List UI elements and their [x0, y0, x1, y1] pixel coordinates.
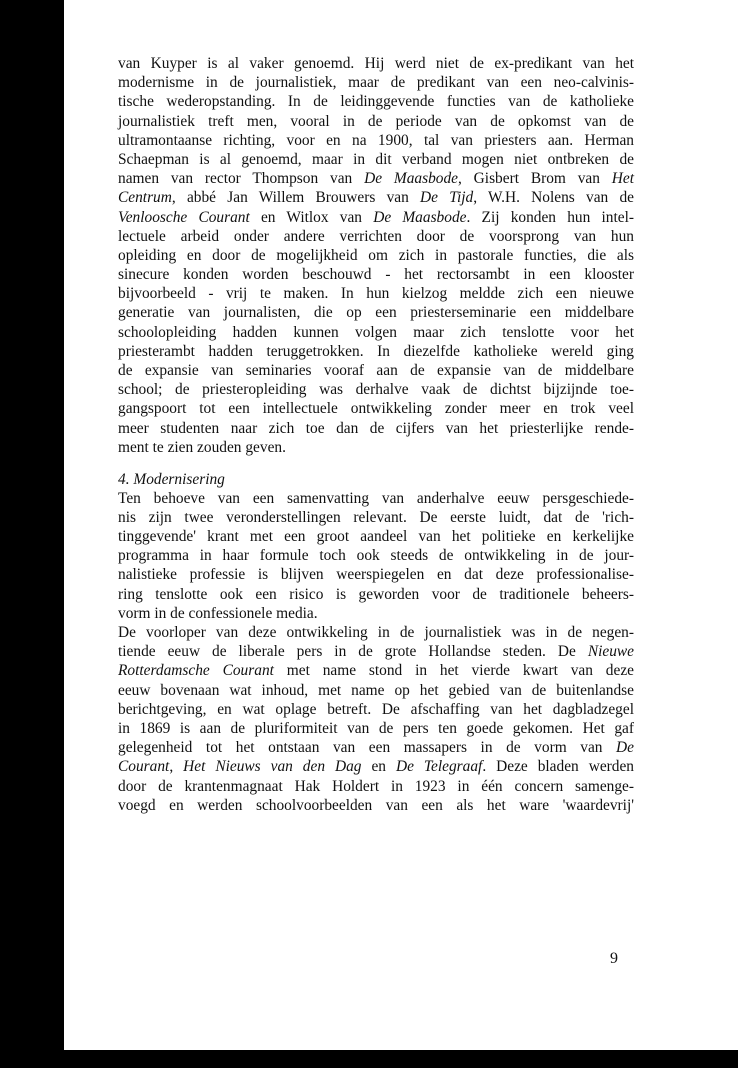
text-line — [118, 188, 634, 207]
newspaper-title: Nieuwe — [587, 643, 634, 661]
scan-border-bottom — [0, 1050, 738, 1068]
text-line: meer studenten naar zich toe dan de cijfers van het priesterlijke rende- — [118, 419, 634, 437]
text-line: school; de priesteropleiding was derhalve vaak de dichtst bijzijnde toe- — [118, 381, 634, 399]
newspaper-title: De Tijd — [420, 189, 474, 207]
text-line: schoolopleiding hadden kunnen volgen maar zich tenslotte voor het — [118, 323, 634, 341]
text-line — [118, 169, 634, 188]
text-segment: , W.H. Nolens van de — [473, 189, 634, 207]
text-line: de expansie van seminaries vooraf aan de expansie van de middelbare — [118, 362, 634, 379]
text-line — [118, 642, 634, 661]
text-segment: en Witlox van — [249, 208, 374, 226]
text-line — [118, 208, 634, 227]
text-line: ring tenslotte ook een risico is geworden voor de traditionele beheers- — [118, 585, 634, 603]
newspaper-title: De Maasbode — [364, 170, 458, 188]
text-segment: , — [169, 758, 184, 776]
text-line: van Kuyper is al vaker genoemd. Hij werd niet de ex-predikant van het — [118, 55, 634, 72]
text-segment: gelegenheid tot het ontstaan van een massapers in de vorm van — [118, 739, 617, 757]
text-segment: , Gisbert Brom van — [458, 170, 612, 188]
text-line: generatie van journalisten, die op een priesterseminarie een middelbare — [118, 304, 634, 322]
text-segment: en — [361, 758, 396, 776]
text-line: vorm in de confessionele media. — [118, 604, 318, 622]
text-line: Schaepman is al genoemd, maar in dit verband mogen niet ontbreken de — [118, 150, 634, 168]
text-line: programma in haar formule toch ook steeds de ontwikkeling in de jour- — [118, 547, 634, 565]
text-line: nis zijn twee veronderstellingen relevant. De eerste luidt, dat de 'rich- — [118, 508, 634, 526]
text-line: Ten behoeve van een samenvatting van anderhalve eeuw persgeschiede- — [118, 489, 634, 507]
text-line: berichtgeving, en wat oplage betreft. De afschaffing van het dagbladzegel — [118, 700, 634, 718]
paragraph-3 — [118, 623, 634, 815]
newspaper-title: Courant — [118, 758, 170, 776]
text-line: bijvoorbeeld - vrij te maken. In hun kielzog meldde zich een nieuwe — [118, 285, 634, 303]
text-line: eeuw bovenaan wat inhoud, met name op het gebied van de buitenlandse — [118, 681, 634, 699]
text-line: tinggevende' krant met een groot aandeel van het politieke en kerkelijke — [118, 528, 634, 546]
text-line: ment te zien zouden geven. — [118, 438, 286, 456]
text-line: nalistieke professie is blijven weerspiegelen en dat deze professionalise- — [118, 566, 634, 584]
text-segment: met name stond in het vierde kwart van deze — [273, 662, 634, 680]
text-line: modernisme in de journalistiek, maar de predikant van een neo-calvinis- — [118, 74, 634, 92]
text-segment: . Deze bladen werden — [482, 758, 634, 776]
text-line — [118, 661, 634, 680]
text-segment: , abbé Jan Willem Brouwers van — [171, 189, 421, 207]
text-line: priesterambt hadden teruggetrokken. In diezelfde katholieke wereld ging — [118, 342, 634, 360]
text-line: door de krantenmagnaat Hak Holdert in 1923 in één concern samenge- — [118, 777, 634, 795]
newspaper-title: Centrum — [118, 189, 172, 207]
text-line: in 1869 is aan de pluriformiteit van de pers ten goede gekomen. Het gaf — [118, 719, 634, 737]
newspaper-title: Het — [611, 170, 635, 188]
paragraph-1 — [118, 54, 634, 457]
newspaper-title: De Telegraaf — [395, 758, 483, 776]
text-line: De voorloper van deze ontwikkeling in de journalistiek was in de negen- — [118, 624, 634, 642]
text-line: voegd en werden schoolvoorbeelden van een als het ware 'waardevrij' — [118, 796, 634, 814]
page-number: 9 — [610, 950, 618, 967]
text-line — [118, 738, 634, 757]
text-line: sinecure konden worden beschouwd - het rectorsambt in een klooster — [118, 266, 634, 284]
newspaper-title: De Maasbode — [373, 208, 467, 226]
text-segment: tiende eeuw de liberale pers in de grote Hollandse steden. De — [118, 643, 588, 661]
text-line — [118, 757, 634, 776]
text-line: journalistiek treft men, vooral in de periode van de opkomst van de — [118, 112, 634, 130]
text-segment: namen van rector Thompson van — [118, 170, 365, 188]
paragraph-2 — [118, 489, 634, 623]
text-segment: . Zij konden hun intel- — [466, 208, 634, 226]
text-line: lectuele arbeid onder andere verrichten door de voorsprong van hun — [118, 227, 634, 245]
newspaper-title: Rotterdamsche Courant — [118, 662, 274, 680]
document-page — [118, 54, 634, 815]
text-line: tische wederopstanding. In de leidinggevende functies van de katholieke — [118, 93, 634, 111]
newspaper-title: Het Nieuws van den Dag — [183, 758, 362, 776]
newspaper-title: De — [616, 739, 634, 757]
text-line: opleiding en door de mogelijkheid om zich in pastorale functies, die als — [118, 246, 634, 264]
text-line: gangspoort tot een intellectuele ontwikkeling zonder meer en trok veel — [118, 400, 634, 418]
newspaper-title: Venloosche Courant — [118, 208, 250, 226]
scan-border-left — [0, 0, 64, 1068]
text-line: ultramontaanse richting, voor en na 1900, tal van priesters aan. Herman — [118, 131, 634, 149]
section-heading: 4. Modernisering — [118, 470, 225, 488]
